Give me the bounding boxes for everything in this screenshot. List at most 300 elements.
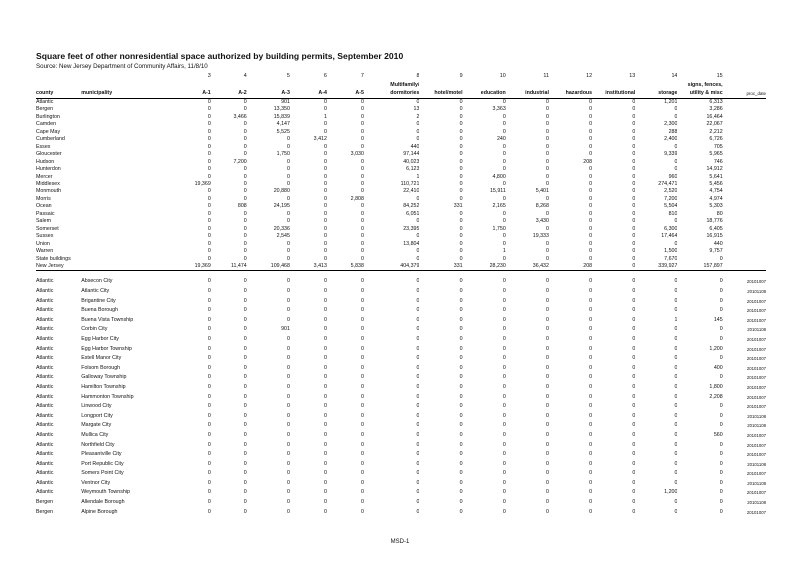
column-header: A-5 [327,89,364,99]
value-cell: 0 [502,489,506,496]
value-cell: 1 [674,316,678,323]
value-cell: 0 [243,173,247,180]
value-cell: 40,023 [403,158,420,165]
permits-table [36,72,766,517]
value-cell: 0 [416,355,420,362]
value-cell: 0 [546,345,549,352]
value-cell: 0 [416,422,420,429]
value-cell: 0 [243,355,247,362]
value-cell: 0 [360,143,364,150]
value-cell: 0 [589,489,593,496]
proc-date-cell: 20101007 [746,432,766,438]
value-cell: 0 [502,99,506,105]
value-cell: 0 [207,121,211,128]
value-cell: 0 [459,188,463,195]
value-cell: 0 [459,307,463,314]
value-cell: 0 [459,151,463,158]
municipality-row [36,354,766,364]
value-cell: 0 [323,364,327,371]
value-cell: 0 [360,393,364,400]
municipality-row [36,498,766,508]
value-cell: 0 [502,441,506,448]
value-cell: 0 [286,460,290,467]
value-cell: 0 [243,240,247,247]
column-header: county [36,89,81,99]
value-cell: 5,965 [709,151,723,158]
county-row [36,174,766,181]
value-cell: 0 [674,335,678,342]
value-cell: 0 [243,479,247,486]
header-signs-top: signs, fences, [687,82,723,88]
county-name: Atlantic [36,489,54,496]
value-cell: 0 [674,158,678,165]
value-cell: 0 [243,470,247,477]
value-cell: 0 [546,479,549,486]
value-cell: 0 [323,151,327,158]
value-cell: 0 [589,248,593,255]
value-cell: 0 [674,441,678,448]
value-cell: 0 [286,489,290,496]
value-cell: 0 [243,128,247,135]
value-cell: 0 [632,470,636,477]
value-cell: 0 [719,288,723,295]
municipality-row [36,508,766,518]
value-cell: 0 [323,233,327,240]
value-cell: 0 [632,248,636,255]
county-row [36,129,766,136]
column-header: A-1 [174,89,211,99]
value-cell: 84,252 [403,203,420,210]
value-cell: 0 [459,278,463,285]
value-cell: 0 [674,364,678,371]
value-cell: 0 [502,297,506,304]
county-name: Atlantic [36,99,54,105]
blank-cell [723,248,766,255]
blank-cell [81,181,174,188]
blank-cell [81,159,174,166]
proc-date-cell: 20101108 [747,500,766,506]
municipality-name: Brigantine City [81,297,116,304]
value-cell: 0 [674,326,678,333]
value-cell: 0 [323,470,327,477]
value-cell: 0 [546,451,549,458]
proc-date-cell: 20101007 [746,336,766,342]
value-cell: 0 [632,412,636,419]
value-cell: 0 [459,297,463,304]
value-cell: 0 [546,364,549,371]
county-row [36,241,766,248]
value-cell: 0 [416,364,420,371]
value-cell: 0 [589,166,593,173]
value-cell: 19,369 [194,180,211,187]
county-name: Camden [36,121,57,128]
county-row [36,203,766,210]
value-cell: 110,721 [400,180,420,187]
value-cell: 0 [416,99,420,105]
value-cell: 0 [632,136,636,143]
blank-cell [247,81,290,89]
value-cell: 0 [243,345,247,352]
blank-cell [81,203,174,210]
value-cell: 0 [632,225,636,232]
value-cell: 746 [713,158,723,165]
value-cell: 9,757 [709,248,723,255]
value-cell: 23,395 [403,225,420,232]
value-cell: 0 [207,248,211,255]
blank-cell [81,99,174,107]
value-cell: 0 [459,158,463,165]
value-cell: 0 [589,431,593,438]
value-cell: 0 [502,451,506,458]
value-cell: 0 [323,479,327,486]
value-cell: 0 [286,278,290,285]
blank-cell [81,241,174,248]
value-cell: 0 [323,218,327,225]
blank-cell [81,81,174,89]
value-cell: 0 [589,412,593,419]
value-cell: 0 [502,307,506,314]
value-cell: 0 [360,326,364,333]
value-cell: 0 [286,441,290,448]
value-cell: 0 [207,345,211,352]
blank-cell [81,166,174,173]
blank-cell [723,174,766,181]
value-cell: 808 [237,203,247,210]
value-cell: 0 [459,128,463,135]
value-cell: 0 [546,248,549,255]
municipality-name: Ventnor City [81,479,111,486]
value-cell: 0 [243,225,247,232]
value-cell: 404,379 [364,263,420,271]
blank-cell [723,203,766,210]
value-cell: 3,413 [290,263,327,271]
value-cell: 0 [207,99,211,105]
value-cell: 0 [416,255,420,262]
value-cell: 0 [286,316,290,323]
value-cell: 0 [323,316,327,323]
value-cell: 0 [243,335,247,342]
value-cell: 0 [360,297,364,304]
value-cell: 0 [459,255,463,262]
county-name: Atlantic [36,470,54,477]
value-cell: 0 [416,499,420,506]
value-cell: 0 [632,441,636,448]
value-cell: 0 [674,278,678,285]
blank-cell [635,81,677,89]
value-cell: 0 [502,233,506,240]
municipality-row [36,287,766,297]
value-cell: 1,750 [492,225,506,232]
value-cell: 0 [719,451,723,458]
value-cell: 0 [546,255,549,262]
value-cell: 0 [416,412,420,419]
value-cell: 0 [243,180,247,187]
county-row [36,121,766,128]
value-cell: 0 [632,151,636,158]
column-number: 3 [207,73,211,79]
column-header: storage [635,89,677,99]
blank-cell [81,121,174,128]
value-cell: 0 [207,460,211,467]
proc-date-cell: 20101108 [747,461,766,467]
municipality-row [36,479,766,489]
value-cell: 0 [502,499,506,506]
value-cell: 0 [360,210,364,217]
proc-date-cell: 20101007 [746,452,766,458]
value-cell: 0 [323,166,327,173]
proc-date-cell: 20101007 [746,404,766,410]
value-cell: 0 [502,422,506,429]
value-cell: 0 [459,470,463,477]
county-row [36,256,766,263]
column-number: 15 [716,73,723,79]
value-cell: 0 [207,508,211,515]
value-cell: 5,838 [327,263,364,271]
value-cell: 0 [459,393,463,400]
value-cell: 0 [207,128,211,135]
municipality-name: Margate City [81,422,112,429]
value-cell: 0 [323,106,327,113]
value-cell: 0 [589,460,593,467]
value-cell: 0 [207,335,211,342]
value-cell: 0 [459,412,463,419]
value-cell: 0 [632,195,636,202]
value-cell: 0 [632,316,636,323]
value-cell: 0 [360,188,364,195]
value-cell: 0 [286,195,290,202]
value-cell: 0 [286,470,290,477]
value-cell: 0 [589,470,593,477]
municipality-row [36,450,766,460]
county-name: Atlantic [36,431,54,438]
value-cell: 6,405 [709,225,723,232]
value-cell: 0 [502,374,506,381]
value-cell: 0 [502,345,506,352]
value-cell: 0 [589,451,593,458]
value-cell: 0 [360,499,364,506]
municipality-row [36,402,766,412]
column-header: proc_date [723,89,766,99]
value-cell: 0 [207,355,211,362]
value-cell: 0 [719,422,723,429]
value-cell: 0 [207,158,211,165]
value-cell: 0 [546,210,549,217]
value-cell: 0 [502,335,506,342]
county-name: Atlantic [36,335,54,342]
value-cell: 1,201 [664,99,678,105]
value-cell: 0 [674,106,678,113]
value-cell: 0 [416,335,420,342]
value-cell: 0 [632,403,636,410]
report-title: Square feet of other nonresidential space authorized by building permits, September 2010 [36,51,404,61]
value-cell: 0 [207,307,211,314]
value-cell: 0 [674,422,678,429]
value-cell: 0 [546,166,549,173]
value-cell: 0 [243,326,247,333]
value-cell: 6,726 [709,136,723,143]
blank-cell [723,166,766,173]
value-cell: 0 [632,121,636,128]
value-cell: 0 [632,210,636,217]
value-cell: 0 [589,345,593,352]
value-cell: 7,670 [664,255,678,262]
value-cell: 0 [589,383,593,390]
value-cell: 0 [416,441,420,448]
county-name: Bergen [36,508,54,515]
value-cell: 0 [286,218,290,225]
value-cell: 705 [713,143,723,150]
value-cell: 4,800 [492,173,506,180]
value-cell: 0 [546,297,549,304]
value-cell: 0 [719,499,723,506]
proc-date-cell: 20101007 [746,442,766,448]
value-cell: 0 [589,218,593,225]
value-cell: 97,144 [403,151,420,158]
value-cell: 80 [716,210,723,217]
value-cell: 0 [546,173,549,180]
value-cell: 0 [416,431,420,438]
value-cell: 0 [360,451,364,458]
value-cell: 0 [502,278,506,285]
value-cell: 5,401 [535,188,549,195]
value-cell: 0 [502,288,506,295]
value-cell: 0 [286,431,290,438]
value-cell: 0 [589,508,593,515]
value-cell: 0 [632,431,636,438]
blank-cell [174,81,211,89]
value-cell: 0 [243,489,247,496]
value-cell: 1 [323,113,327,120]
value-cell: 0 [546,422,549,429]
value-cell: 0 [207,278,211,285]
value-cell: 274,471 [658,180,678,187]
value-cell: 0 [323,143,327,150]
value-cell: 0 [459,173,463,180]
value-cell: 0 [502,210,506,217]
value-cell: 0 [459,364,463,371]
value-cell: 0 [323,288,327,295]
proc-date-cell: 20101007 [746,308,766,314]
value-cell: 0 [589,499,593,506]
blank-cell [723,151,766,158]
municipality-name: Alpine Borough [81,508,118,515]
municipality-name: Buena Borough [81,307,119,314]
value-cell: 0 [459,143,463,150]
value-cell: 0 [589,121,593,128]
value-cell: 0 [207,383,211,390]
value-cell: 0 [546,403,549,410]
value-cell: 0 [546,99,549,105]
value-cell: 0 [207,151,211,158]
value-cell: 0 [323,383,327,390]
value-cell: 0 [286,403,290,410]
value-cell: 400 [713,364,723,371]
value-cell: 0 [502,431,506,438]
value-cell: 0 [286,364,290,371]
value-cell: 3,412 [313,136,327,143]
value-cell: 0 [719,441,723,448]
value-cell: 0 [502,255,506,262]
value-cell: 0 [360,364,364,371]
value-cell: 0 [323,121,327,128]
value-cell: 0 [459,335,463,342]
county-name: Warren [36,248,54,255]
value-cell: 0 [416,136,420,143]
county-name: Atlantic [36,278,54,285]
value-cell: 0 [502,180,506,187]
county-row [36,151,766,158]
value-cell: 0 [360,460,364,467]
value-cell: 0 [323,326,327,333]
value-cell: 0 [632,255,636,262]
value-cell: 0 [459,210,463,217]
column-number: 9 [459,73,463,79]
value-cell: 22,067 [706,121,723,128]
county-name: Atlantic [36,479,54,486]
county-name: New Jersey [36,263,81,271]
value-cell: 0 [546,113,549,120]
value-cell: 0 [416,508,420,515]
blank-cell [723,106,766,113]
value-cell: 0 [719,412,723,419]
value-cell: 0 [323,128,327,135]
value-cell: 0 [546,128,549,135]
value-cell: 0 [286,180,290,187]
column-header: education [463,89,506,99]
value-cell: 0 [360,288,364,295]
blank-cell [723,72,766,81]
county-row [36,233,766,240]
blank-cell [81,114,174,121]
blank-cell [723,99,766,107]
proc-date-cell: 20101007 [746,394,766,400]
column-header: hazardous [549,89,592,99]
value-cell: 2,520 [664,188,678,195]
county-name: Atlantic [36,297,54,304]
value-cell: 0 [546,121,549,128]
value-cell: 6,300 [664,225,678,232]
value-cell: 0 [546,470,549,477]
value-cell: 0 [243,374,247,381]
value-cell: 0 [459,345,463,352]
value-cell: 339,927 [635,263,677,271]
value-cell: 0 [323,345,327,352]
value-cell: 0 [207,173,211,180]
value-cell: 0 [674,307,678,314]
value-cell: 0 [323,297,327,304]
value-cell: 0 [286,173,290,180]
value-cell: 0 [243,422,247,429]
blank-cell [81,248,174,255]
column-header: institutional [592,89,635,99]
county-name: Atlantic [36,393,54,400]
value-cell: 960 [668,173,678,180]
municipality-name: Atlantic City [81,288,110,295]
blank-cell [81,129,174,136]
value-cell: 0 [323,278,327,285]
value-cell: 0 [459,499,463,506]
value-cell: 0 [589,335,593,342]
value-cell: 0 [286,355,290,362]
value-cell: 0 [589,136,593,143]
value-cell: 0 [360,240,364,247]
value-cell: 0 [719,470,723,477]
value-cell: 0 [360,218,364,225]
column-number: 6 [323,73,327,79]
value-cell: 0 [719,355,723,362]
municipality-row [36,469,766,479]
value-cell: 0 [360,173,364,180]
